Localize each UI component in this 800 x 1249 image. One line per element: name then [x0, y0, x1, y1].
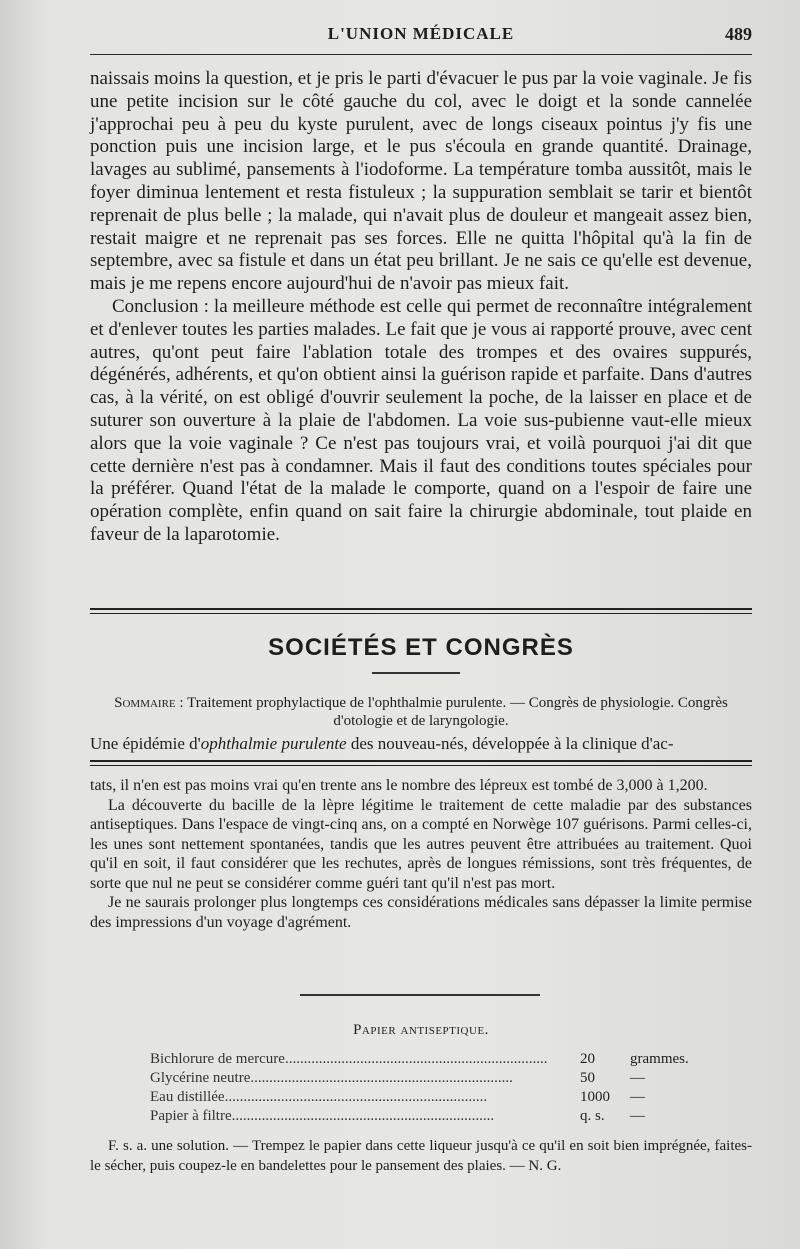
intro-text: des nouveau-nés, développée à la clinique d'ac- — [346, 734, 674, 753]
ingredient-unit: — — [630, 1089, 645, 1105]
feuilleton-body — [90, 776, 752, 932]
ingredient-qty: 20 — [580, 1051, 595, 1067]
ingredient-qty: q. s. — [580, 1108, 605, 1124]
section-intro — [90, 734, 752, 754]
recipe-title: Papier antiseptique. — [353, 1022, 489, 1038]
intro-text: Une épidémie d' — [90, 734, 201, 753]
sommaire — [90, 694, 752, 730]
ingredient-qty: 1000 — [580, 1089, 610, 1105]
article-body — [90, 68, 752, 547]
sommaire-text: : Traitement prophylactique de l'ophthalmie purulente. — Congrès de physiologie. Congrès d'otologie et de laryngologie. — [175, 695, 728, 729]
article-paragraph: Conclusion : la meilleure méthode est celle qui permet de reconnaître intégralement et d'enlever toutes les parties malades. Le fait que je vous ai rapporté prouve, avec cent autres, qu'ont peut faire l'ablation totale des trompes et des ovaires suppurés, dégénérés, adhérents, et qu'on obtient ainsi la guérison rapide et parfaite. Dans d'autres cas, à la vérité, on est obligé d'ouvrir seulement la poche, de la laisser en place et de suturer son ouverture à la plaie de l'abdomen. La voie sus-pubienne vaut-elle mieux alors que la voie vaginale ? Ce n'est pas toujours vrai, et voilà pourquoi j'ai dit que cette dernière n'est pas à condamner. Mais il faut des conditions toutes spéciales pour la préférer. Quand l'état de la malade le comporte, quand on a l'espoir de faire une opération complète, enfin quand on sait faire la chirurgie abdominale, tout plaide en faveur de la laparotomie. — [90, 295, 752, 545]
ingredient-name: Glycérine neutre — [150, 1070, 251, 1086]
recipe-table — [150, 1050, 690, 1126]
intro-italic: ophthalmie purulente — [200, 734, 347, 753]
running-header — [90, 24, 752, 54]
ingredient-qty: 50 — [580, 1070, 595, 1086]
ingredient-name: Bichlorure de mercure — [150, 1051, 285, 1067]
title-underline — [372, 672, 460, 674]
section-divider — [90, 608, 752, 614]
feuilleton-paragraph: Je ne saurais prolonger plus longtemps ces considérations médicales sans dépasser la limite permise des impressions d'un voyage d'agrément. — [90, 894, 752, 931]
ingredient-unit: grammes. — [630, 1051, 689, 1067]
ingredient-name: Papier à filtre — [150, 1108, 232, 1124]
ingredient-unit: — — [630, 1070, 645, 1086]
recipe-row: Bichlorure de mercure...................................................................... 20 grammes. — [150, 1051, 689, 1067]
section-title: SOCIÉTÉS ET CONGRÈS — [268, 634, 574, 661]
feuilleton-paragraph: La découverte du bacille de la lèpre légitime le traitement de cette maladie par des substances antiseptiques. Dans l'espace de vingt-cinq ans, on a compté en Norwège 107 guérisons. Parmi celles-ci, les unes sont nettement spontanées, tandis que les autres peuvent être attribuées au traitement. Quoi qu'il en soit, il faut considérer que les rechutes, après de longues rémissions, sont très fréquentes, de sorte que nul ne peut se considérer comme guéri tant qu'il n'est pas mort. — [90, 796, 752, 892]
recipe-row: Papier à filtre...................................................................... q. s. — — [150, 1108, 645, 1124]
instructions-text: F. s. a. une solution. — Trempez le papier dans cette liqueur jusqu'à ce qu'il en soit bien imprégnée, faites-le sécher, puis coupez-le en bandelettes pour le pansement des plaies. — N. G. — [90, 1138, 752, 1174]
recipe-instructions — [90, 1136, 752, 1176]
feuilleton-paragraph: tats, il n'en est pas moins vrai qu'en trente ans le nombre des lépreux est tombé de 3,000 à 1,200. — [90, 777, 708, 794]
sommaire-label: Sommaire — [114, 695, 176, 711]
journal-title: L'UNION MÉDICALE — [327, 24, 515, 43]
recipe-row: Glycérine neutre...................................................................... 50 — — [150, 1070, 645, 1086]
ingredient-unit: — — [630, 1108, 645, 1124]
header-rule — [90, 54, 752, 55]
recipe-divider — [300, 994, 540, 996]
recipe-row: Eau distillée...................................................................... 1000 — — [150, 1089, 645, 1105]
page-number: 489 — [725, 24, 752, 44]
article-paragraph: naissais moins la question, et je pris le parti d'évacuer le pus par la voie vaginale. Je fis une petite incision sur le côté gauche du col, avec le doigt et la sonde cannelée j'approchai peu à peu du kyste purulent, avec de longs ciseaux pointus j'y fis une ponction puis une incision large, et le pus s'écoula en grande quantité. Drainage, lavages au sublimé, pansements à l'iodoforme. La température tomba aussitôt, mais le foyer diminua lentement et resta fistuleux ; la suppuration semblait se tarir et bientôt reprenait de plus belle ; la malade, qui n'avait plus de douleur et mangeait assez bien, restait maigre et ne reprenait pas ses forces. Elle ne quitta l'hôpital qu'à la fin de septembre, avec sa fistule et dans un état peu brillant. Je ne sais ce qu'elle est devenue, mais je me repens encore aujourd'hui de n'avoir pas mieux fait. — [90, 68, 752, 295]
feuilleton-divider — [90, 760, 752, 766]
ingredient-name: Eau distillée — [150, 1089, 225, 1105]
